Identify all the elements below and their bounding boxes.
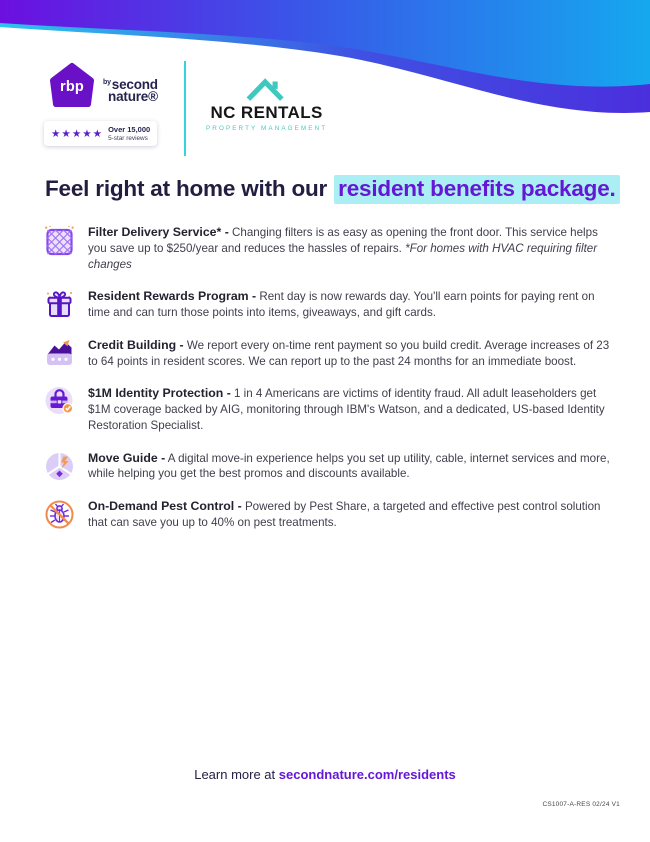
benefit-title: Move Guide - [88, 450, 166, 465]
roof-icon [244, 75, 290, 101]
gift-icon [44, 289, 75, 320]
partner-tagline: PROPERTY MANAGEMENT [206, 125, 328, 132]
footer-link[interactable]: secondnature.com/residents [278, 767, 456, 782]
benefit-text: On-Demand Pest Control - Powered by Pest Share, a targeted and effective pest control solution that can save you up to 40% on pest treatments. [88, 499, 601, 529]
credit-chart-icon [44, 338, 75, 369]
benefits-list [44, 224, 612, 531]
benefit-item [44, 337, 612, 370]
move-guide-icon [44, 451, 75, 482]
benefit-title: $1M Identity Protection - [88, 386, 231, 401]
benefit-text: Move Guide - A digital move-in experience helps you set up utility, cable, internet services and more, while helping you get the best promos and discounts available. [88, 450, 610, 481]
benefit-title: Credit Building - [88, 337, 184, 352]
benefit-item [44, 450, 612, 483]
filter-icon [44, 225, 75, 256]
logo-divider [184, 61, 186, 156]
benefit-item [44, 224, 612, 272]
benefit-text: Credit Building - We report every on-time rent payment so you build credit. Average increases of 23 to 64 points in resident scores. We can report up to the past 24 months for an immediate boost. [88, 337, 610, 368]
brand-line1: second [111, 77, 158, 92]
benefit-item [44, 498, 612, 531]
second-nature-wordmark [103, 74, 158, 102]
partner-name: NC RENTALS [210, 103, 323, 122]
reviews-badge [44, 121, 157, 146]
benefit-title: On-Demand Pest Control - [88, 499, 242, 514]
logo-row [44, 60, 327, 156]
page-title [45, 176, 625, 202]
benefit-item [44, 385, 612, 433]
footer-prefix: Learn more at [194, 767, 279, 782]
five-stars-icon: ★★★★★ [51, 127, 104, 140]
partner-logo [206, 60, 327, 132]
brand-line2: nature® [108, 88, 158, 104]
reviews-count: Over 15,000 [108, 125, 151, 134]
rbp-logo [44, 60, 100, 116]
benefit-text: Filter Delivery Service* - Changing filters is as easy as opening the front door. This service helps you save up to $250/year and reduces the hassles of repairs. *For homes with HVAC requiring filter changes [88, 225, 598, 271]
headline-highlight: resident benefits package. [334, 175, 619, 204]
identity-protection-icon [44, 386, 75, 417]
footer [0, 767, 650, 782]
rbp-brand-block [44, 60, 172, 146]
benefit-item [44, 288, 612, 321]
benefit-title: Filter Delivery Service* - [88, 225, 229, 239]
benefit-text: Resident Rewards Program - Rent day is now rewards day. You'll earn points for paying rent on time and can turn those points into items, giveaways, and gift cards. [88, 289, 595, 320]
benefit-note: *For homes with HVAC requiring filter changes [88, 241, 598, 271]
rbp-logo-text: rbp [60, 79, 84, 95]
benefit-title: Resident Rewards Program - [88, 289, 257, 304]
rbp-lockup [44, 60, 172, 116]
benefit-text: $1M Identity Protection - 1 in 4 Americans are victims of identity fraud. All adult leaseholders get $1M coverage backed by AIG, monitoring through IBM's Watson, and a dedicated, US-based Identity Restoration Specialist. [88, 386, 605, 432]
headline-prefix: Feel right at home with our [45, 176, 334, 201]
by-label: by [103, 79, 111, 86]
pest-control-icon [44, 499, 75, 530]
reviews-label: 5-star reviews [108, 135, 148, 142]
doc-code: CS1007-A-RES 02/24 V1 [542, 801, 620, 808]
